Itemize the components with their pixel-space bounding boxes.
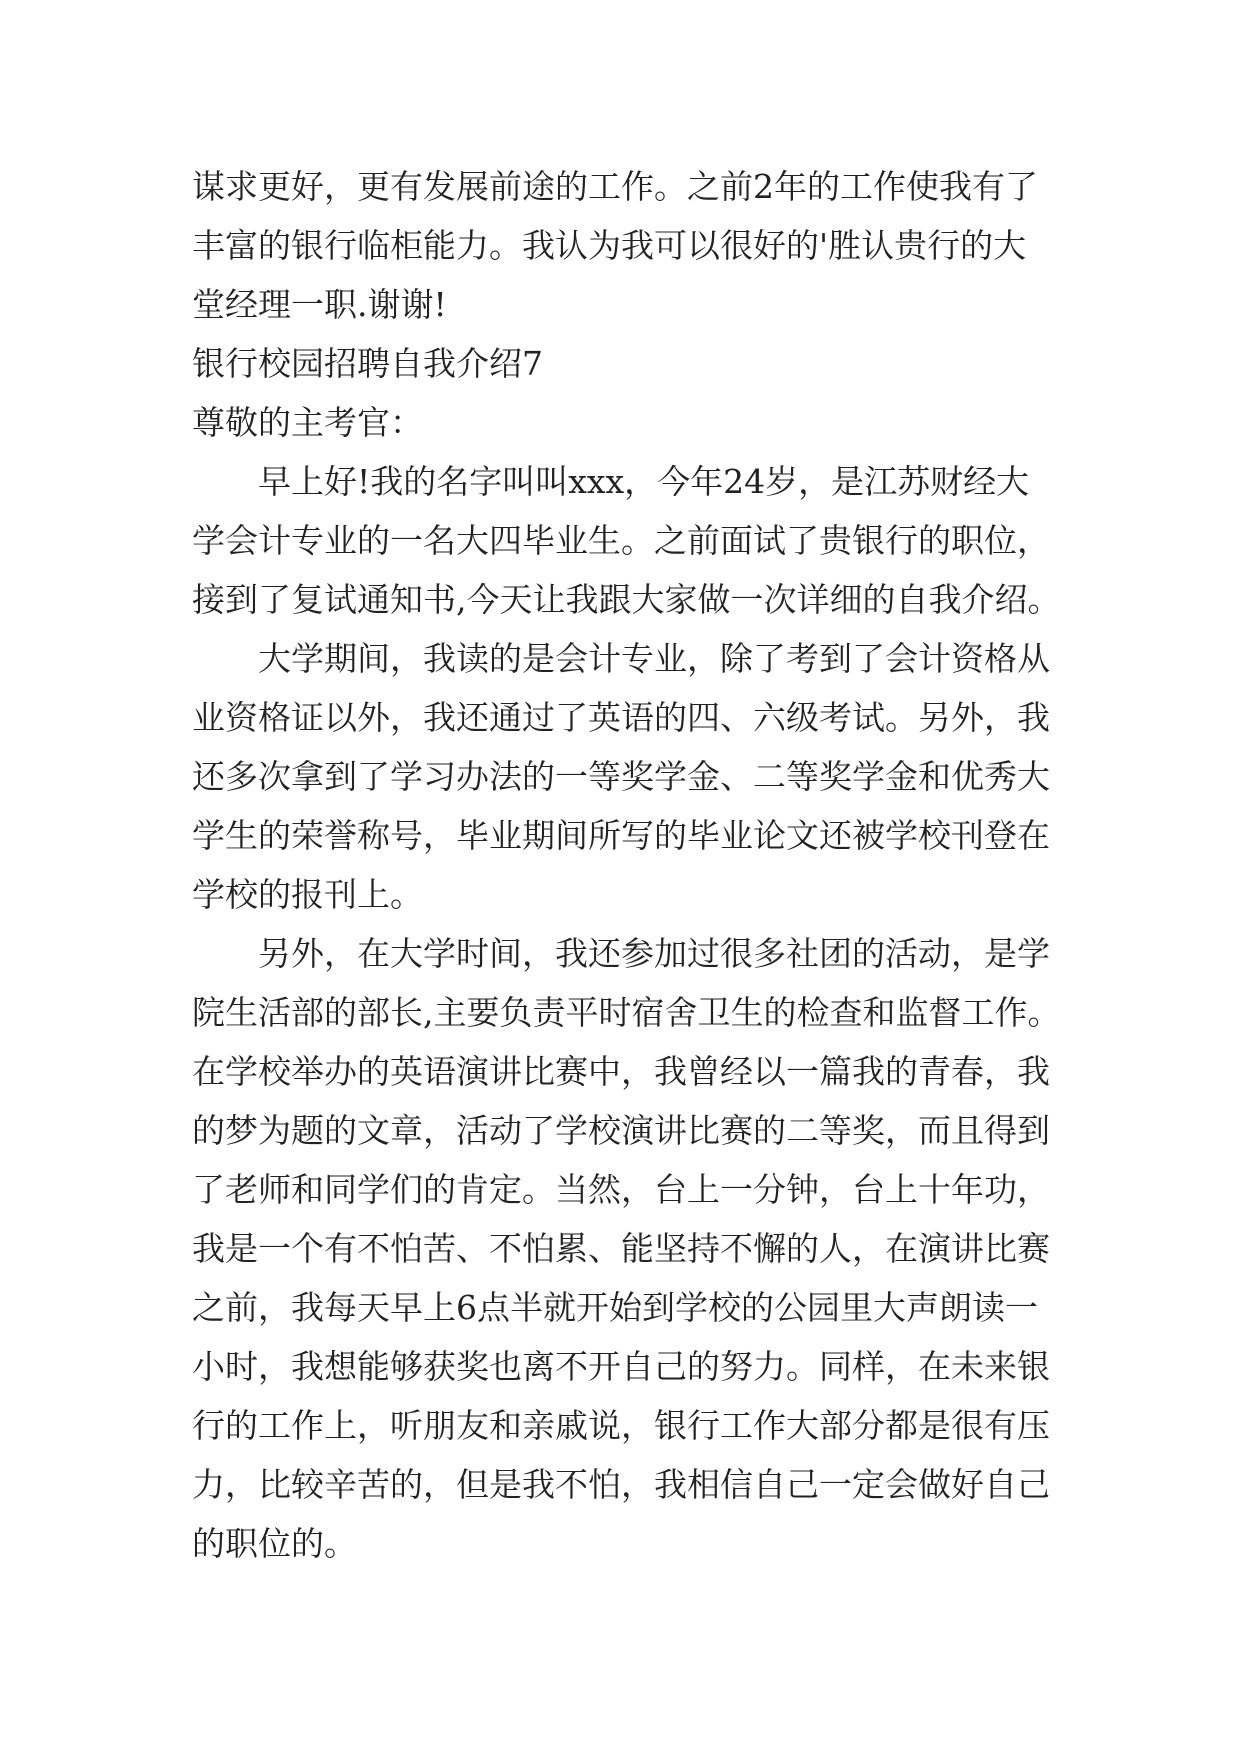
- paragraph-3-line-5: 了老师和同学们的肯定。当然，台上一分钟，台上十年功，: [192, 1170, 1050, 1209]
- paragraph-2-line-4: 学生的荣誉称号，毕业期间所写的毕业论文还被学校刊登在: [192, 816, 1050, 855]
- paragraph-1-line-1: 早上好!我的名字叫叫xxx，今年24岁，是江苏财经大: [258, 462, 1030, 501]
- paragraph-3-line-4: 的梦为题的文章，活动了学校演讲比赛的二等奖，而且得到: [192, 1111, 1050, 1150]
- paragraph-3-line-1: 另外，在大学时间，我还参加过很多社团的活动，是学: [258, 934, 1050, 973]
- paragraph-2-line-2: 业资格证以外，我还通过了英语的四、六级考试。另外，我: [192, 698, 1050, 737]
- paragraph-1-line-2: 学会计专业的一名大四毕业生。之前面试了贵银行的职位，: [192, 521, 1050, 560]
- paragraph-3-line-7: 之前，我每天早上6点半就开始到学校的公园里大声朗读一: [192, 1288, 1038, 1327]
- paragraph-2-line-1: 大学期间，我读的是会计专业，除了考到了会计资格从: [258, 639, 1050, 678]
- text-line-3: 堂经理一职.谢谢!: [192, 285, 447, 324]
- paragraph-1-line-3: 接到了复试通知书,今天让我跟大家做一次详细的自我介绍。: [192, 580, 1061, 619]
- paragraph-2-line-5: 学校的报刊上。: [192, 875, 423, 914]
- paragraph-3-line-11: 的职位的。: [192, 1524, 357, 1563]
- paragraph-3-line-10: 力，比较辛苦的，但是我不怕，我相信自己一定会做好自己: [192, 1465, 1050, 1504]
- salutation: 尊敬的主考官：: [192, 403, 423, 442]
- paragraph-3-line-8: 小时，我想能够获奖也离不开自己的努力。同样，在未来银: [192, 1347, 1050, 1386]
- paragraph-3-line-9: 行的工作上，听朋友和亲戚说，银行工作大部分都是很有压: [192, 1406, 1050, 1445]
- paragraph-2-line-3: 还多次拿到了学习办法的一等奖学金、二等奖学金和优秀大: [192, 757, 1050, 796]
- text-line-1: 谋求更好，更有发展前途的工作。之前2年的工作使我有了: [192, 167, 1038, 206]
- paragraph-3-line-6: 我是一个有不怕苦、不怕累、能坚持不懈的人，在演讲比赛: [192, 1229, 1050, 1268]
- section-heading: 银行校园招聘自我介绍7: [192, 344, 543, 383]
- paragraph-3-line-2: 院生活部的部长,主要负责平时宿舍卫生的检查和监督工作。: [192, 993, 1061, 1032]
- paragraph-3-line-3: 在学校举办的英语演讲比赛中，我曾经以一篇我的青春，我: [192, 1052, 1050, 1091]
- text-line-2: 丰富的银行临柜能力。我认为我可以很好的'胜认贵行的大: [192, 226, 1027, 265]
